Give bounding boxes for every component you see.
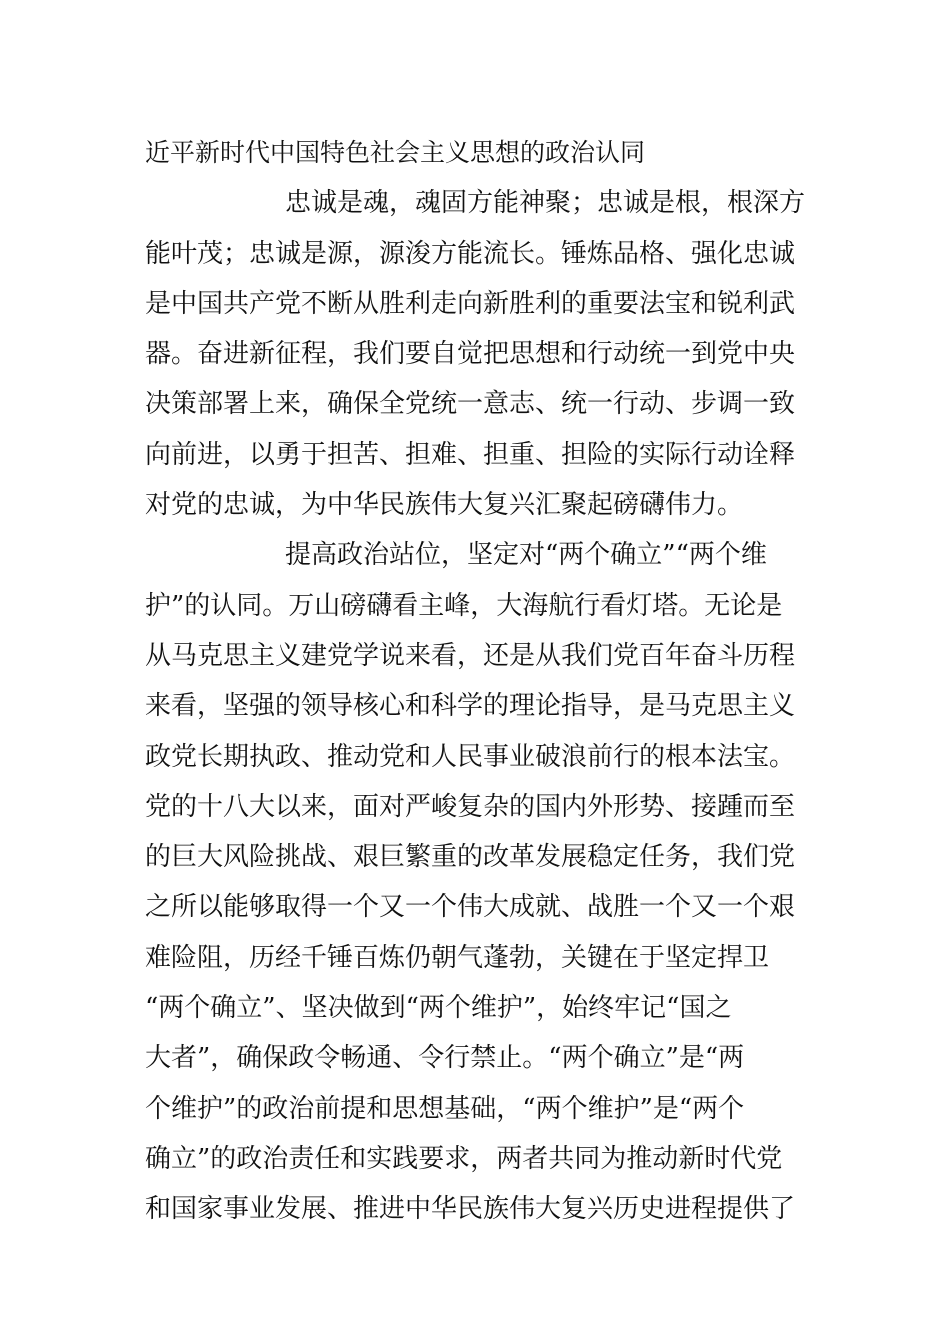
- text-line: 来看，坚强的领导核心和科学的理论指导，是马克思主义: [145, 691, 796, 722]
- text-line: 向前进，以勇于担苦、担难、担重、担险的实际行动诠释: [145, 439, 796, 470]
- text-line: 之所以能够取得一个又一个伟大成就、战胜一个又一个艰: [145, 892, 796, 923]
- text-line: 器。奋进新征程，我们要自觉把思想和行动统一到党中央: [145, 339, 796, 370]
- text-line: 能叶茂；忠诚是源，源浚方能流长。锤炼品格、强化忠诚: [145, 238, 796, 269]
- text-line: 护”的认同。万山磅礴看主峰，大海航行看灯塔。无论是: [145, 590, 783, 621]
- text-line: 对党的忠诚，为中华民族伟大复兴汇聚起磅礴伟力。: [145, 490, 744, 521]
- text-line: “两个确立”、坚决做到“两个维护”，始终牢记“国之: [145, 993, 732, 1024]
- text-line: 确立”的政治责任和实践要求，两者共同为推动新时代党: [145, 1143, 783, 1174]
- paragraph-2-first-line: 提高政治站位，坚定对“两个确立”“两个维: [285, 540, 767, 571]
- text-line: 大者”，确保政令畅通、令行禁止。“两个确立”是“两: [145, 1043, 745, 1074]
- text-line: 政党长期执政、推动党和人民事业破浪前行的根本法宝。: [145, 741, 796, 772]
- text-line: 是中国共产党不断从胜利走向新胜利的重要法宝和锐利武: [145, 288, 796, 319]
- paragraph-1-first-line: 忠诚是魂，魂固方能神聚；忠诚是根，根深方: [285, 188, 806, 219]
- text-line: 个维护”的政治前提和思想基础，“两个维护”是“两个: [145, 1093, 745, 1124]
- text-line: 从马克思主义建党学说来看，还是从我们党百年奋斗历程: [145, 640, 796, 671]
- text-line: 和国家事业发展、推进中华民族伟大复兴历史进程提供了: [145, 1194, 796, 1225]
- text-line: 党的十八大以来，面对严峻复杂的国内外形势、接踵而至: [145, 791, 796, 822]
- text-line: 难险阻，历经千锤百炼仍朝气蓬勃，关键在于坚定捍卫: [145, 942, 770, 973]
- text-line-continuation-heading: 近平新时代中国特色社会主义思想的政治认同: [145, 138, 646, 167]
- text-line: 决策部署上来，确保全党统一意志、统一行动、步调一致: [145, 389, 796, 420]
- text-line: 的巨大风险挑战、艰巨繁重的改革发展稳定任务，我们党: [145, 842, 796, 873]
- document-body: [145, 128, 815, 1235]
